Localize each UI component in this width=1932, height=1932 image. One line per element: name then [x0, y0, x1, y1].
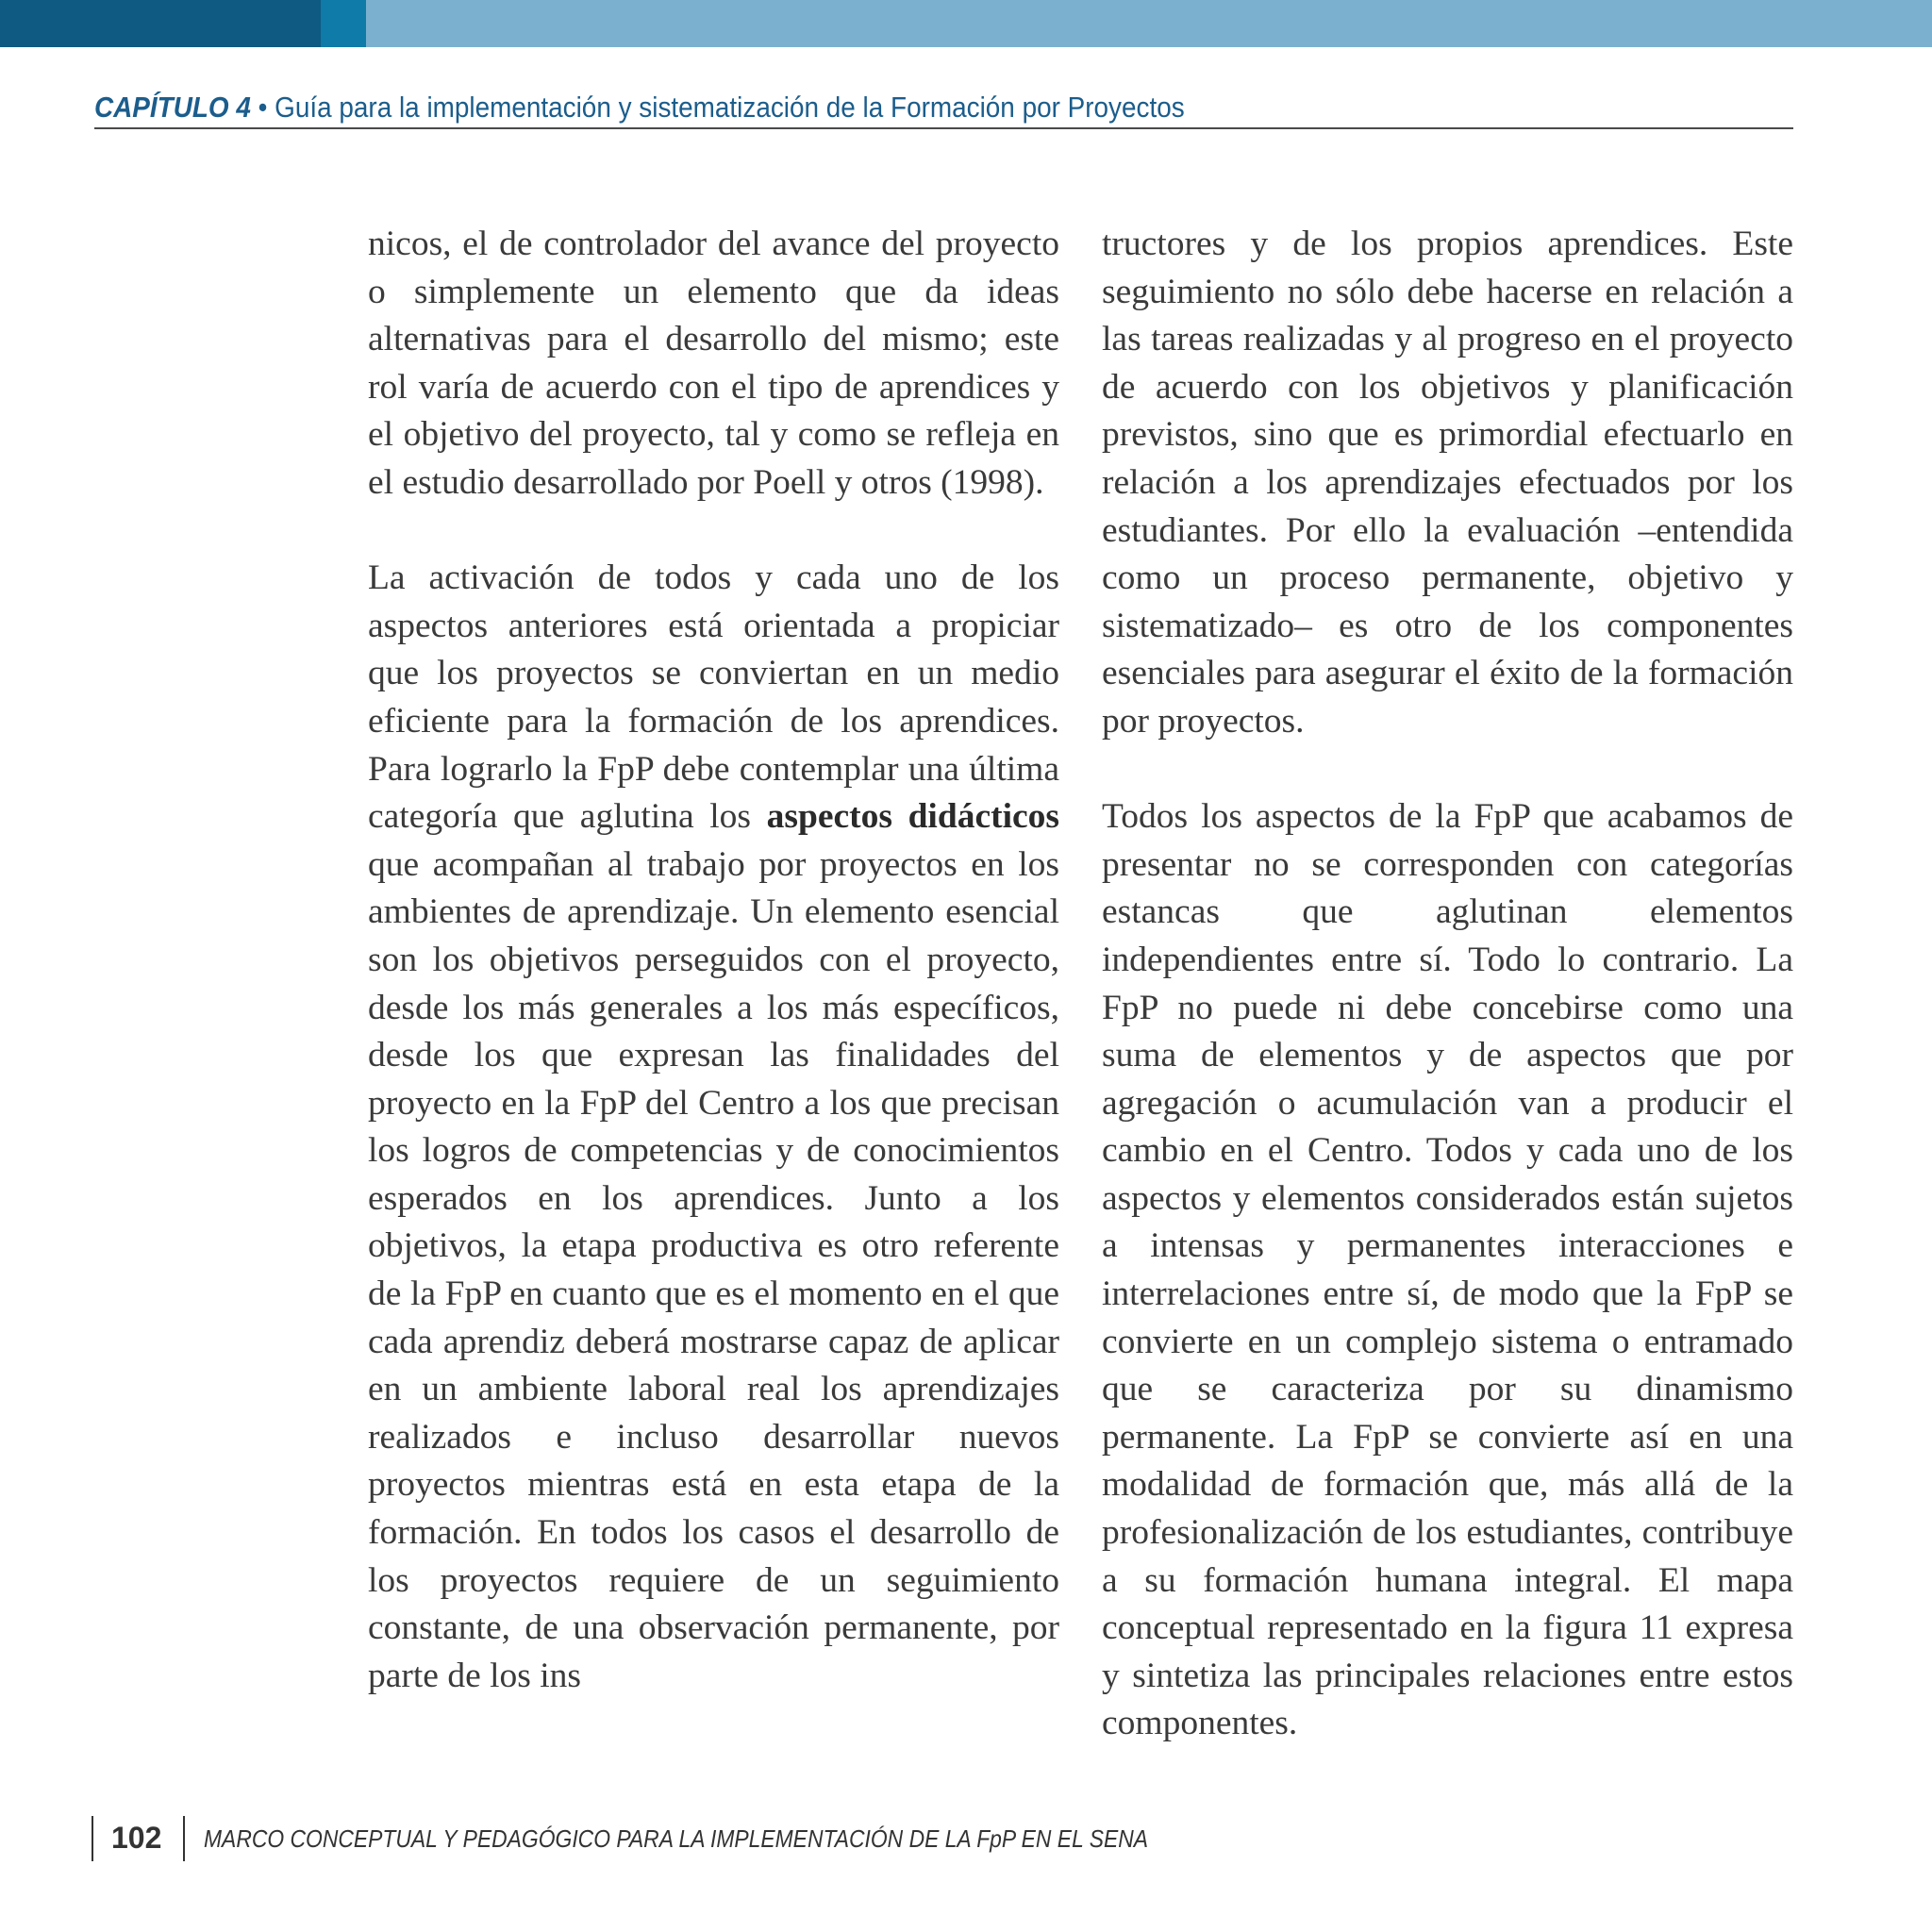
top-color-bar — [0, 0, 1932, 47]
top-bar-light-segment — [366, 0, 1932, 47]
left-column — [368, 221, 1059, 1700]
bold-term: aspectos didácticos — [766, 797, 1059, 837]
footer-divider-right — [183, 1816, 185, 1861]
right-paragraph-1: tructores y de los propios aprendices. Este seguimiento no sólo debe hacerse en relación a las tareas realizadas y al progreso en el proyecto de acuerdo con los objetivos y planificación previstos, sino que es primordial efectuarlo en relación a los aprendizajes efectuados por los estudiantes. Por ello la evaluación –entendida como un proceso permanente, objetivo y sistematizado– es otro de los componentes esenciales para asegurar el éxito de la formación por proyectos. — [1102, 225, 1793, 741]
right-column — [1102, 221, 1793, 1748]
left-paragraph-1: nicos, el de controlador del avance del proyecto o simplemente un elemento que da ideas alternativas para el desarrollo del mismo; este rol varía de acuerdo con el tipo de aprendices y el objetivo del proyecto, tal y como se refleja en el estudio desarrollado por Poell y otros (1998). — [368, 225, 1059, 502]
chapter-header — [94, 91, 1623, 125]
chapter-title: Guía para la implementación y sistematización de la Formación por Proyectos — [275, 91, 1185, 124]
top-bar-mid-segment — [321, 0, 366, 47]
chapter-label: CAPÍTULO 4 — [94, 91, 251, 124]
page-number: 102 — [111, 1821, 162, 1855]
chapter-separator: • — [250, 91, 275, 124]
footer-book-title: MARCO CONCEPTUAL Y PEDAGÓGICO PARA LA IMPLEMENTACIÓN DE LA FpP EN EL SENA — [204, 1824, 1149, 1853]
left-paragraph-2 — [368, 555, 1059, 1700]
left-paragraph-2-intro: La activación de todos y cada uno de los aspectos anteriores está orientada a propiciar que los proyectos se conviertan en un medio eficiente para la formación de los aprendices. Para lograrlo la FpP debe contemplar una última categoría que aglutina los — [368, 558, 1059, 837]
footer-divider-left — [92, 1816, 93, 1861]
left-paragraph-2-rest: que acompañan al trabajo por proyectos en los ambientes de aprendizaje. Un elemento esencial son los objetivos perseguidos con el proyecto, desde los más generales a los más específicos, desde los que expresan las finalidades del proyecto en la FpP del Centro a los que precisan los logros de competencias y de conocimientos esperados en los aprendices. Junto a los objetivos, la etapa productiva es otro referente de la FpP en cuanto que es el momento en el que cada aprendiz deberá mostrarse capaz de aplicar en un ambiente laboral real los aprendizajes realizados e incluso desarrollar nuevos proyectos mientras está en esta etapa de la formación. En todos los casos el desarrollo de los proyectos requiere de un seguimiento constante, de una observación permanente, por parte de los ins — [368, 844, 1059, 1695]
header-rule — [94, 127, 1793, 129]
top-bar-dark-segment — [0, 0, 321, 47]
right-paragraph-2: Todos los aspectos de la FpP que acabamos de presentar no se corresponden con categorías estancas que aglutinan elementos independientes entre sí. Todo lo contrario. La FpP no puede ni debe concebirse como una suma de elementos y de aspectos que por agregación o acumulación van a producir el cambio en el Centro. Todos y cada uno de los aspectos y elementos considerados están sujetos a intensas y permanentes interacciones e interrelaciones entre sí, de modo que la FpP se convierte en un complejo sistema o entramado que se caracteriza por su dinamismo permanente. La FpP se convierte así en una modalidad de formación que, más allá de la profesionalización de los estudiantes, contribuye a su formación humana integral. El mapa conceptual representado en la figura 11 expresa y sintetiza las principales relaciones entre estos componentes. — [1102, 797, 1793, 1743]
